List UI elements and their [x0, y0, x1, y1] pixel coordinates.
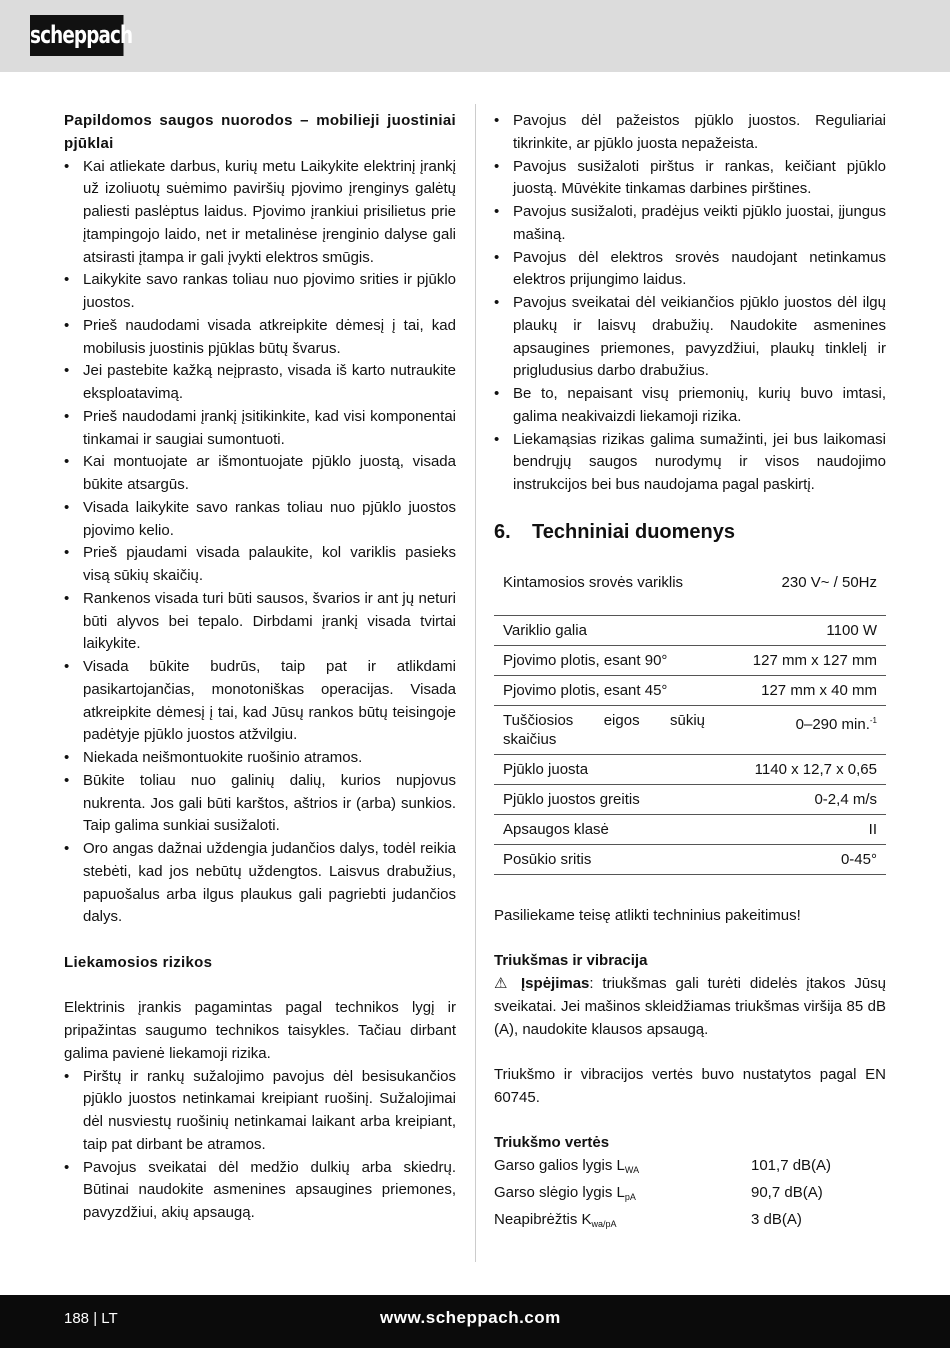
section-heading	[494, 519, 886, 545]
table-row	[494, 675, 886, 705]
scheppach-logo: scheppach	[30, 15, 124, 56]
right-column	[494, 110, 886, 1235]
spec-value	[714, 705, 886, 754]
list-item: • Pavojus dėl elektros srovės naudojant netinkamus elektros prijungimo laidus.	[494, 247, 886, 293]
column-divider	[475, 104, 476, 1262]
list-item: • Prieš pjaudami visada palaukite, kol variklis pasieks visą sūkių skaičių.	[64, 542, 456, 588]
list-item: • Laikykite savo rankas toliau nuo pjovimo srities ir pjūklo juostos.	[64, 269, 456, 315]
table-row	[494, 844, 886, 874]
noise-label-text: Garso slėgio lygis L	[494, 1183, 625, 1201]
spec-label: Pjovimo plotis, esant 90°	[494, 645, 714, 675]
spec-label: Pjovimo plotis, esant 45°	[494, 675, 714, 705]
noise-values-heading: Triukšmo vertės	[494, 1134, 610, 1152]
noise-label-sub: pA	[624, 1191, 636, 1202]
residual-risks-list	[64, 1066, 456, 1225]
list-item: • Pavojus dėl pažeistos pjūklo juostos. Reguliariai tikrinkite, ar pjūklo juosta nepažeista.	[494, 110, 886, 156]
table-row	[494, 784, 886, 814]
page-number: 188 | LT	[64, 1310, 118, 1327]
spec-label: Posūkio sritis	[494, 844, 714, 874]
residual-risks-heading: Liekamosios rizikos	[64, 953, 213, 971]
list-item: • Niekada neišmontuokite ruošinio atramos.	[64, 747, 456, 770]
noise-heading: Triukšmas ir vibracija	[494, 952, 648, 970]
list-item: • Pirštų ir rankų sužalojimo pavojus dėl besisukančios pjūklo juostos netinkamai kreipiant ruošinį. Sužalojimai dėl nusviestų ruošinių netinkamai laikant arba kreipiant, taip pat dirbant be atramos.	[64, 1066, 456, 1157]
noise-label	[494, 1209, 751, 1236]
spec-label: Pjūklo juostos greitis	[494, 784, 714, 814]
spec-value: 0-45°	[714, 844, 886, 874]
list-item: • Pavojus sveikatai dėl veikiančios pjūklo juostos dėl ilgų plaukų ir laisvų drabužių. Naudokite asmenines apsaugines priemones, pavyzdžiui, plaukų tinklelį ir prigludusius darbo drabužius.	[494, 292, 886, 383]
list-item: • Jei pastebite kažką neįprasto, visada iš karto nutraukite eksploatavimą.	[64, 360, 456, 406]
noise-label	[494, 1155, 751, 1182]
spec-value-exponent: -1	[869, 715, 877, 725]
warning-label: Įspėjimas	[521, 975, 590, 992]
website-link[interactable]: www.scheppach.com	[380, 1308, 561, 1327]
noise-label-text: Garso galios lygis L	[494, 1157, 625, 1174]
left-column	[64, 110, 456, 1225]
residual-risks-intro: Elektrinis įrankis pagamintas pagal technikos lygį ir pripažintas saugumo technikos taisykles. Tačiau dirbant galima pavienė liekamoji rizika.	[64, 999, 456, 1062]
noise-value: 90,7 dB(A)	[751, 1183, 823, 1201]
spec-value: 0-2,4 m/s	[714, 784, 886, 814]
noise-label-text: Neapibrėžtis K	[494, 1210, 592, 1228]
page-header	[0, 0, 950, 72]
noise-label-sub: WA	[624, 1165, 640, 1175]
standard-note: Triukšmo ir vibracijos vertės buvo nustatytos pagal EN 60745.	[494, 1066, 886, 1106]
list-item: • Prieš naudodami įrankį įsitikinkite, kad visi komponentai tinkamai ir saugiai sumontuoti.	[64, 406, 456, 452]
list-item: • Visada būkite budrūs, taip pat ir atlikdami pasikartojančias, monotoniškas operacijas. Visada atkreipkite dėmesį į tai, kad Jūsų rankos būtų teisingoje padėtyje pjūklo juostos atžvilgiu.	[64, 656, 456, 747]
spec-value: 127 mm x 127 mm	[714, 645, 886, 675]
spec-label: Variklio galia	[494, 615, 714, 645]
safety-list	[64, 156, 456, 930]
noise-label-sub: wa/pA	[591, 1218, 617, 1229]
table-row	[494, 565, 886, 616]
residual-risks-list-continued	[494, 110, 886, 497]
spec-label: Tuščiosios eigos sūkių skaičius	[494, 705, 714, 754]
noise-warning	[494, 973, 886, 1041]
list-item: • Būkite toliau nuo galinių dalių, kurios nupjovus nukrenta. Jos gali būti karštos, aštrios ir (arba) sunkios. Taip galima sunkiai susižaloti.	[64, 770, 456, 838]
technical-changes-note: Pasiliekame teisę atlikti techninius pakeitimus!	[494, 906, 801, 924]
spec-label: Pjūklo juosta	[494, 754, 714, 784]
warning-text: : triukšmas gali turėti didelės įtakos Jūsų sveikatai. Jei mašinos skleidžiamas triukšmas viršija 85 dB (A), naudokite klausos apsaugą.	[494, 975, 886, 1038]
table-row	[494, 814, 886, 844]
list-item: • Liekamąsias rizikas galima sumažinti, jei bus laikomasi bendrųjų saugos nurodymų ir visos naudojimo instrukcijos bei bus naudojama pagal paskirtį.	[494, 429, 886, 497]
list-item: • Visada laikykite savo rankas toliau nuo pjūklo juostos pjovimo kelio.	[64, 497, 456, 543]
spec-value: 127 mm x 40 mm	[714, 675, 886, 705]
section-number: 6.	[494, 520, 511, 543]
technical-data-table	[494, 565, 886, 875]
noise-value: 3 dB(A)	[751, 1210, 802, 1228]
spec-value: 1100 W	[714, 615, 886, 645]
list-item: • Prieš naudodami visada atkreipkite dėmesį į tai, kad mobilusis juostinis pjūklas būtų švarus.	[64, 315, 456, 361]
list-item: • Pavojus sveikatai dėl medžio dulkių arba skiedrų. Būtinai naudokite asmenines apsaugines priemones, pavyzdžiui, akių apsaugą.	[64, 1157, 456, 1225]
list-item: • Kai montuojate ar išmontuojate pjūklo juostą, visada būkite atsargūs.	[64, 451, 456, 497]
noise-values	[494, 1155, 886, 1235]
spec-label: Apsaugos klasė	[494, 814, 714, 844]
table-row	[494, 645, 886, 675]
spec-value: II	[714, 814, 886, 844]
list-item: • Rankenos visada turi būti sausos, švarios ir ant jų neturi būti alyvos bei tepalo. Dirbdami įrankį visada tvirtai laikykite.	[64, 588, 456, 656]
list-item: • Pavojus susižaloti pirštus ir rankas, keičiant pjūklo juostą. Mūvėkite tinkamas darbines pirštines.	[494, 156, 886, 202]
noise-value: 101,7 dB(A)	[751, 1157, 832, 1174]
warning-triangle-icon: ⚠	[494, 975, 522, 992]
spec-value: 1140 x 12,7 x 0,65	[714, 754, 886, 784]
list-item: • Kai atliekate darbus, kurių metu Laikykite elektrinį įrankį už izoliuotų suėmimo paviršių pjovimo įrenginys galėtų paliesti paslėptus laidus. Pjovimo įrankiui prisilietus prie įtampingojo laido, net ir metalinėse įrenginio dalyse gali atsirasti įtampa ir gali įvykti elektros smūgis.	[64, 156, 456, 270]
spec-value-text: 0–290 min.	[795, 715, 870, 733]
table-row	[494, 615, 886, 645]
page-footer	[0, 1295, 950, 1348]
list-item: • Be to, nepaisant visų priemonių, kurių buvo imtasi, galima neakivaizdi liekamoji rizika.	[494, 383, 886, 429]
spec-label: Kintamosios srovės variklis	[494, 565, 714, 616]
section-title: Techniniai duomenys	[532, 520, 735, 543]
list-item: • Oro angas dažnai uždengia judančios dalys, todėl reikia stebėti, kad jos nebūtų uždengtos. Laisvus drabužius, papuošalus arba ilgus plaukus gali pagriebti judančios dalys.	[64, 838, 456, 929]
spec-value: 230 V~ / 50Hz	[714, 565, 886, 616]
list-item: • Pavojus susižaloti, pradėjus veikti pjūklo juostai, įjungus mašiną.	[494, 201, 886, 247]
table-row	[494, 705, 886, 754]
noise-label	[494, 1182, 751, 1209]
safety-heading: Papildomos saugos nuorodos – mobilieji juostiniai pjūklai	[64, 112, 456, 152]
table-row	[494, 754, 886, 784]
